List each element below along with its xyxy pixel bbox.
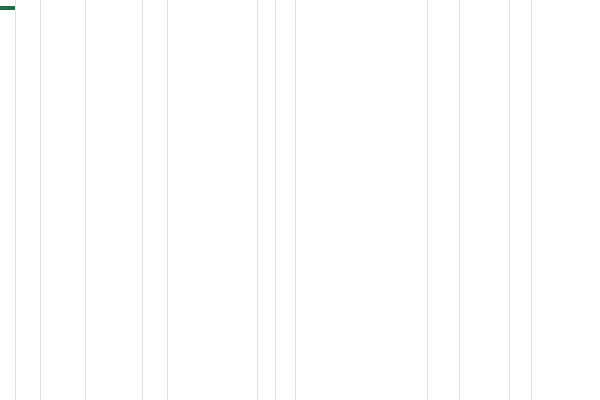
table-cell[interactable] xyxy=(296,390,428,396)
table-cell[interactable] xyxy=(86,390,143,396)
table-cell[interactable] xyxy=(510,390,532,396)
table-cell[interactable] xyxy=(532,390,560,396)
table-cell[interactable] xyxy=(41,390,86,396)
table-cell[interactable] xyxy=(168,390,258,396)
table-cell[interactable] xyxy=(460,390,510,396)
table-cell[interactable] xyxy=(258,390,276,396)
table-cell[interactable] xyxy=(0,390,16,396)
table-cell[interactable] xyxy=(16,390,41,396)
table-cell[interactable] xyxy=(276,390,296,396)
table-cell[interactable] xyxy=(428,390,460,396)
table-cell[interactable] xyxy=(143,390,168,396)
